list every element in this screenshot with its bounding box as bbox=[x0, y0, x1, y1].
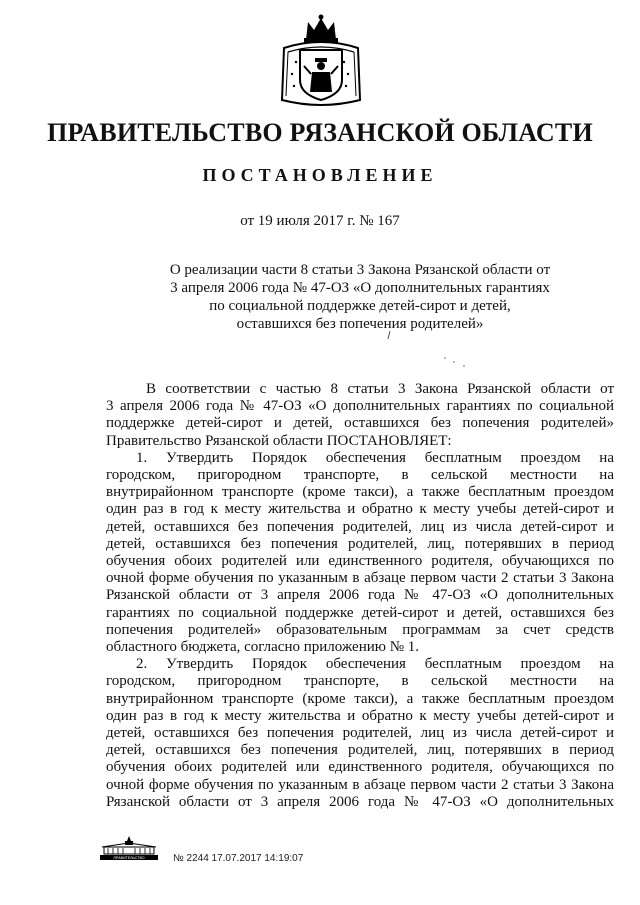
body-line: внутрирайонном транспорте (кроме такси), а также бесплатным проездом bbox=[106, 690, 614, 707]
government-title: ПРАВИТЕЛЬСТВО РЯЗАНСКОЙ ОБЛАСТИ bbox=[47, 118, 593, 147]
document-date-number: от 19 июля 2017 г. № 167 bbox=[240, 213, 400, 229]
subject-line: по социальной поддержке детей-сирот и детей, bbox=[209, 298, 511, 314]
body-line: детей, оставшихся без попечения родителей, лиц из числа детей-сирот и bbox=[106, 725, 614, 742]
subject-line: оставшихся без попечения родителей» bbox=[236, 316, 484, 332]
scan-mark-icon bbox=[386, 330, 392, 340]
document-body bbox=[106, 381, 614, 811]
body-line: городском, пригородном транспорте, в сельской местности на bbox=[106, 467, 614, 484]
body-line: обучения обоих родителей или единственного родителя, обучающихся по bbox=[106, 759, 614, 776]
svg-text:ПРАВИТЕЛЬСТВО: ПРАВИТЕЛЬСТВО bbox=[113, 856, 145, 860]
body-line: 2. Утвердить Порядок обеспечения бесплатным проездом на bbox=[136, 656, 614, 673]
body-line: очной форме обучения по указанным в абзаце первом части 2 статьи 3 Закона bbox=[106, 570, 614, 587]
body-line: 3 апреля 2006 года № 47-ОЗ «О дополнительных гарантиях по социальной bbox=[106, 398, 614, 415]
registration-number: № 2244 17.07.2017 14:19:07 bbox=[173, 853, 304, 864]
body-line: внутрирайонном транспорте (кроме такси), а также бесплатным проездом bbox=[106, 484, 614, 501]
document-subject bbox=[140, 261, 580, 333]
body-line: 1. Утвердить Порядок обеспечения бесплатным проездом на bbox=[136, 449, 614, 466]
document-type: ПОСТАНОВЛЕНИЕ bbox=[202, 165, 438, 185]
government-building-stamp-icon bbox=[98, 835, 160, 861]
body-line: городском, пригородном транспорте, в сельской местности на bbox=[106, 673, 614, 690]
body-line: Рязанской области от 3 апреля 2006 года № 47-ОЗ «О дополнительных bbox=[106, 587, 614, 604]
body-line: детей, оставшихся без попечения родителей, лиц, потерявших в период bbox=[106, 535, 614, 552]
body-line: областного бюджета, согласно приложению № 1. bbox=[106, 639, 420, 656]
body-line: Правительство Рязанской области ПОСТАНОВЛЯЕТ: bbox=[106, 432, 452, 449]
subject-line: 3 апреля 2006 года № 47-ОЗ «О дополнительных гарантиях bbox=[170, 280, 550, 296]
body-line: Рязанской области от 3 апреля 2006 года № 47-ОЗ «О дополнительных bbox=[106, 793, 614, 810]
body-line: один раз в год к месту жительства и обратно к месту учебы детей-сирот и bbox=[106, 501, 614, 518]
body-line: В соответствии с частью 8 статьи 3 Закона Рязанской области от bbox=[146, 381, 614, 397]
subject-line: О реализации части 8 статьи 3 Закона Рязанской области от bbox=[169, 262, 551, 278]
body-line: гарантиях по социальной поддержке детей-сирот и детей, оставшихся без bbox=[106, 604, 614, 621]
body-line: детей, оставшихся без попечения родителей, лиц из числа детей-сирот и bbox=[106, 518, 614, 535]
coat-of-arms-icon bbox=[278, 14, 364, 110]
body-line: попечения родителей» образовательным программам за счет средств bbox=[106, 621, 614, 638]
scan-mark-icon bbox=[442, 356, 468, 368]
body-line: один раз в год к месту жительства и обратно к месту учебы детей-сирот и bbox=[106, 707, 614, 724]
body-line: очной форме обучения по указанным в абзаце первом части 2 статьи 3 Закона bbox=[106, 776, 614, 793]
body-line: поддержке детей-сирот и детей, оставшихся без попечения родителей» bbox=[106, 415, 614, 432]
body-line: обучения обоих родителей или единственного родителя, обучающихся по bbox=[106, 553, 614, 570]
body-line: детей, оставшихся без попечения родителей, лиц, потерявших в период bbox=[106, 742, 614, 759]
